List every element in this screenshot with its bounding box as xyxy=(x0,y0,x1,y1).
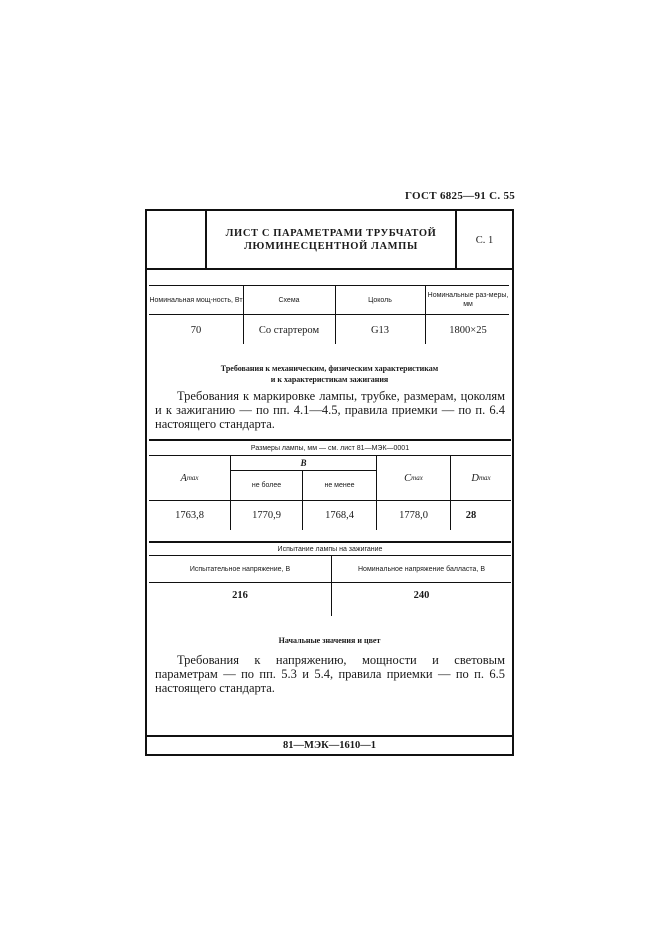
sheet-page-label: С. 1 xyxy=(475,234,494,246)
section1-title xyxy=(147,363,512,385)
section2-text: Требования к напряжению, мощности и световым параметрам — по пп. 5.3 и 5.4, правила приемки — по п. 6.5 настоящего стандарта. xyxy=(155,653,505,695)
dims-value-a: 1763,8 xyxy=(175,509,204,521)
dims-value-b1: 1770,9 xyxy=(252,509,281,521)
dims-value-c: 1778,0 xyxy=(399,509,428,521)
section1-text: Требования к маркировке лампы, трубке, размерам, цоколям и к зажиганию — по пп. 4.1—4.5, правила приемки — по п. 6.4 настоящего стандарта. xyxy=(155,389,505,431)
dims-header-a xyxy=(149,456,230,500)
dims-header-a-label: A xyxy=(180,472,187,484)
dims-value-b2: 1768,4 xyxy=(325,509,354,521)
dims-header-c xyxy=(377,456,450,500)
params-value-power: 70 xyxy=(190,324,202,336)
ignition-caption: Испытание лампы на зажигание xyxy=(277,545,383,553)
params-header-power: Номинальная мощ-ность, Вт xyxy=(149,296,243,304)
params-value-dims: 1800×25 xyxy=(449,324,487,336)
params-value-base: G13 xyxy=(370,324,390,336)
page-header: ГОСТ 6825—91 С. 55 xyxy=(405,190,516,202)
sheet-title xyxy=(207,211,455,269)
section2-title: Начальные значения и цвет xyxy=(278,636,381,645)
params-header-dims: Номинальные раз-меры, мм xyxy=(427,292,509,308)
dims-header-c-label: C xyxy=(404,472,412,484)
dims-header-b: B xyxy=(300,458,307,468)
sheet-frame xyxy=(145,209,514,756)
section1-title-line2: и к характеристикам зажигания xyxy=(270,375,389,384)
dims-value-d: 28 xyxy=(465,509,477,521)
dims-header-d-label: D xyxy=(471,472,479,484)
dims-header-d xyxy=(451,456,511,500)
dims-header-b2: не менее xyxy=(324,482,355,489)
params-value-scheme: Со стартером xyxy=(258,324,320,336)
header-rule xyxy=(147,268,512,270)
dims-header-a-sub: max xyxy=(186,474,199,482)
ignition-value-ballast-voltage: 240 xyxy=(413,589,430,601)
dims-header-d-sub: max xyxy=(478,474,491,482)
sheet-title-line1: ЛИСТ С ПАРАМЕТРАМИ ТРУБЧАТОЙ xyxy=(225,228,437,239)
sheet-footer: 81—МЭК—1610—1 xyxy=(283,740,376,751)
section1-title-line1: Требования к механическим, физическим характеристикам xyxy=(220,364,439,373)
ignition-value-test-voltage: 216 xyxy=(232,589,248,601)
sheet-title-line2: ЛЮМИНЕСЦЕНТНОЙ ЛАМПЫ xyxy=(244,241,418,252)
ignition-header-ballast-voltage: Номинальное напряжение балласта, В xyxy=(358,565,485,573)
ignition-header-test-voltage: Испытательное напряжение, В xyxy=(189,565,291,573)
dims-header-c-sub: max xyxy=(411,474,423,482)
dims-caption: Размеры лампы, мм — см. лист 81—МЭК—0001 xyxy=(250,444,410,452)
params-header-base: Цоколь xyxy=(368,296,392,304)
dims-header-b1: не более xyxy=(251,482,282,489)
params-header-scheme: Схема xyxy=(278,296,300,304)
